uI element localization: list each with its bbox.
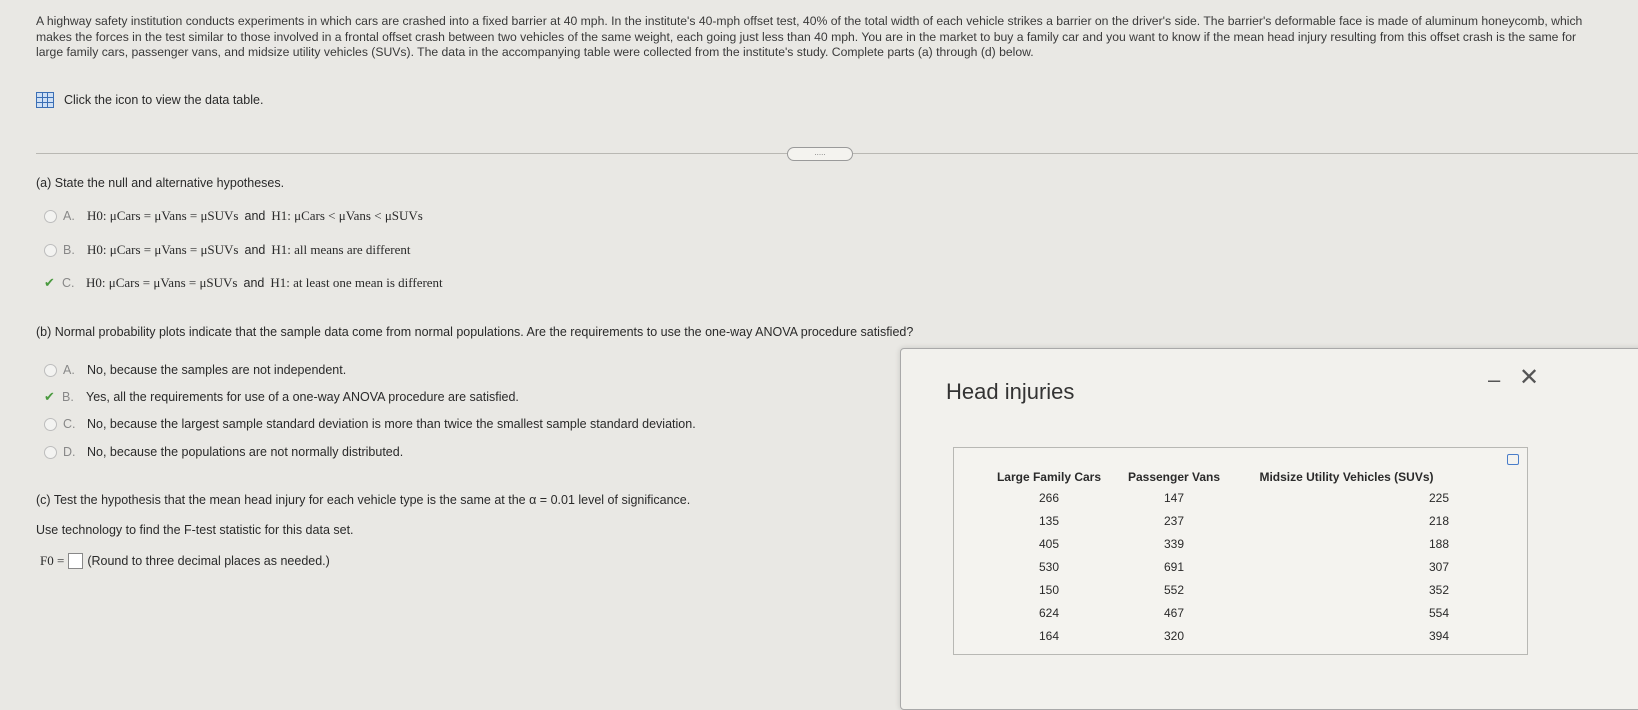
checkmark-icon[interactable]: ✔ — [44, 389, 55, 404]
checkmark-icon[interactable]: ✔ — [44, 275, 55, 290]
close-icon[interactable]: ✕ — [1519, 364, 1540, 391]
part-b-option-d[interactable] — [44, 445, 403, 459]
table-cell: 320 — [1163, 628, 1185, 643]
part-a-question: (a) State the null and alternative hypotheses. — [36, 176, 285, 190]
table-cell: 467 — [1163, 605, 1185, 620]
option-letter: C. — [63, 417, 76, 431]
option-text: Yes, all the requirements for use of a one-way ANOVA procedure are satisfied. — [86, 390, 519, 404]
divider-drag-handle[interactable]: ..... — [787, 147, 853, 161]
table-cell: 394 — [1428, 628, 1449, 643]
column-header: Passenger Vans — [1127, 470, 1221, 484]
part-a-option-c[interactable] — [44, 275, 443, 291]
rounding-hint: (Round to three decimal places as needed.) — [87, 554, 330, 568]
option-text: No, because the largest sample standard deviation is more than twice the smallest sample standard deviation. — [87, 417, 696, 431]
table-row — [984, 624, 1459, 647]
option-letter: C. — [62, 276, 75, 290]
option-letter: B. — [63, 243, 75, 257]
table-cell: 188 — [1428, 536, 1449, 551]
table-cell: 237 — [1163, 513, 1185, 528]
data-table-link-text[interactable]: Click the icon to view the data table. — [64, 93, 264, 107]
table-cell: 150 — [1038, 582, 1060, 597]
table-header-row — [984, 470, 1459, 486]
table-cell: 554 — [1428, 605, 1449, 620]
table-icon[interactable] — [36, 92, 54, 108]
part-c-question: (c) Test the hypothesis that the mean head injury for each vehicle type is the same at the α = 0.01 level of significance. — [36, 493, 691, 507]
table-row — [984, 555, 1459, 578]
radio-button[interactable] — [44, 418, 57, 431]
part-a-option-b[interactable] — [44, 242, 410, 258]
table-row — [984, 532, 1459, 555]
conjunction: and — [244, 243, 266, 257]
part-b-option-b[interactable] — [44, 390, 519, 404]
table-cell: 266 — [1038, 490, 1060, 505]
table-row — [984, 601, 1459, 624]
alternative-hypothesis: H1: all means are different — [271, 242, 411, 257]
part-b-question: (b) Normal probability plots indicate that the sample data come from normal populations. Are the requirements to use the one-way ANOVA procedure satisfied? — [36, 325, 914, 339]
data-table-frame — [953, 447, 1528, 655]
table-row — [984, 486, 1459, 509]
option-letter: D. — [63, 445, 76, 459]
problem-intro: A highway safety institution conducts experiments in which cars are crashed into a fixed barrier at 40 mph. In the institute's 40-mph offset test, 40% of the total width of each vehicle strikes a barrier on the driver's side. The barrier's deformable face is made of aluminum honeycomb, which makes the forces in the test similar to those involved in a frontal offset crash between two vehicles of the same weight, each going just less than 40 mph. You are in the market to buy a family car and you want to know if the mean head injury resulting from this offset crash is the same for large family cars, passenger vans, and midsize utility vehicles (SUVs). The data in the accompanying table were collected from the institute's study. Complete parts (a) through (d) below. — [36, 14, 1583, 59]
f-statistic-answer-row — [40, 553, 330, 569]
null-hypothesis: H0: μCars = μVans = μSUVs — [86, 275, 238, 290]
null-hypothesis: H0: μCars = μVans = μSUVs — [87, 208, 239, 223]
table-cell: 624 — [1038, 605, 1060, 620]
table-cell: 339 — [1163, 536, 1185, 551]
radio-button[interactable] — [44, 364, 57, 377]
column-header: Midsize Utility Vehicles (SUVs) — [1259, 470, 1434, 484]
table-cell: 530 — [1038, 559, 1060, 574]
alternative-hypothesis: H1: μCars < μVans < μSUVs — [271, 208, 423, 223]
conjunction: and — [244, 209, 266, 223]
alternative-hypothesis: H1: at least one mean is different — [270, 275, 443, 290]
option-text: No, because the samples are not independent. — [87, 363, 347, 377]
radio-button[interactable] — [44, 446, 57, 459]
option-letter: A. — [63, 363, 75, 377]
null-hypothesis: H0: μCars = μVans = μSUVs — [87, 242, 239, 257]
option-text: No, because the populations are not normally distributed. — [87, 445, 404, 459]
conjunction: and — [243, 276, 265, 290]
popup-title: Head injuries — [946, 379, 1075, 404]
f-statistic-input[interactable] — [68, 553, 83, 569]
table-cell: 135 — [1038, 513, 1060, 528]
radio-button[interactable] — [44, 244, 57, 257]
data-table-link[interactable] — [36, 92, 263, 108]
table-cell: 225 — [1428, 490, 1449, 505]
minimize-icon[interactable]: – — [1488, 367, 1501, 392]
table-cell: 552 — [1163, 582, 1185, 597]
radio-button[interactable] — [44, 210, 57, 223]
copy-icon[interactable] — [1507, 454, 1519, 465]
table-cell: 147 — [1163, 490, 1185, 505]
table-cell: 405 — [1038, 536, 1060, 551]
part-b-option-c[interactable] — [44, 417, 696, 431]
table-cell: 691 — [1163, 559, 1185, 574]
table-cell: 164 — [1038, 628, 1060, 643]
table-row — [984, 509, 1459, 532]
part-c-instruction: Use technology to find the F-test statistic for this data set. — [36, 523, 354, 537]
option-letter: B. — [62, 390, 74, 404]
option-letter: A. — [63, 209, 75, 223]
table-cell: 307 — [1428, 559, 1449, 574]
f-statistic-label: F0 = — [40, 553, 65, 568]
column-header: Large Family Cars — [996, 470, 1102, 484]
part-a-option-a[interactable] — [44, 208, 423, 224]
head-injuries-table — [984, 470, 1459, 647]
table-cell: 218 — [1428, 513, 1449, 528]
part-b-option-a[interactable] — [44, 363, 346, 377]
data-table-popup — [900, 348, 1638, 710]
table-cell: 352 — [1428, 582, 1449, 597]
table-row — [984, 578, 1459, 601]
